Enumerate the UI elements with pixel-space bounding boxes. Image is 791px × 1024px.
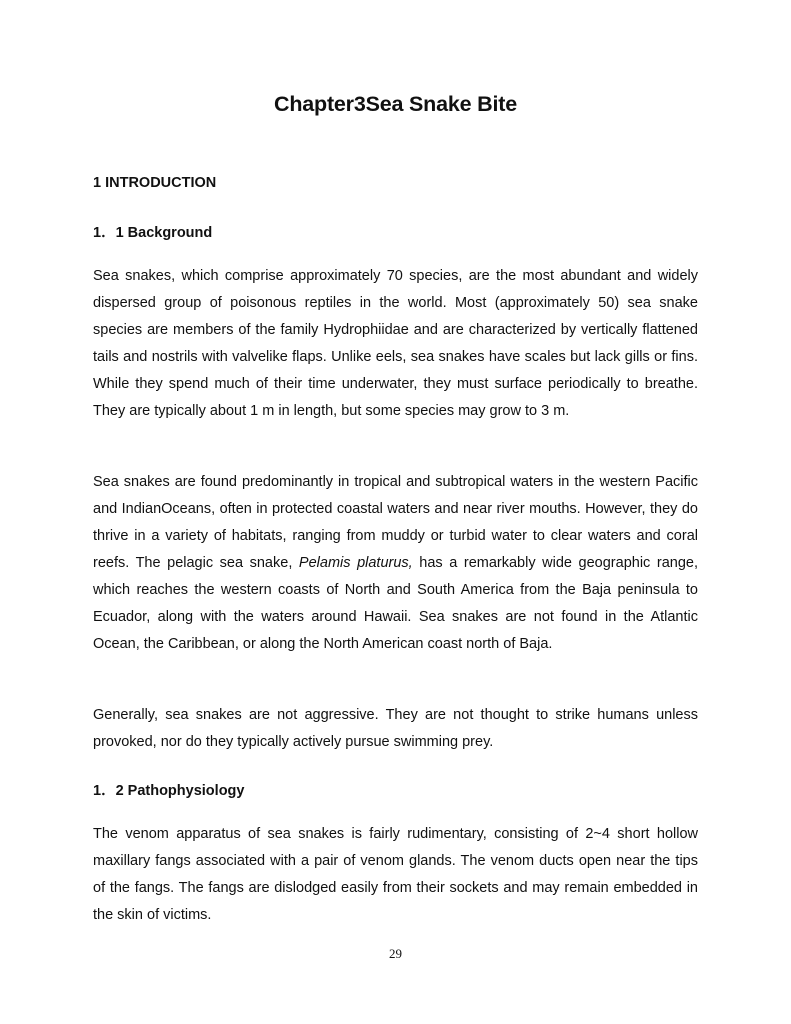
species-name-italic: Pelamis platurus, [298,555,413,571]
section-heading-introduction: 1 INTRODUCTION [93,175,217,191]
paragraph-venom-apparatus: The venom apparatus of sea snakes is fairly rudimentary, consisting of 2~4 short hollow maxillary fangs associated with a pair of venom glands. The venom ducts open near the tips of the fangs. The fangs are dislodged easily from their sockets and may remain embedded in the skin of victims. [93,826,698,923]
subsection-heading-pathophysiology: 1．2 Pathophysiology [93,783,245,799]
chapter-title: Chapter3Sea Snake Bite [274,92,517,116]
page-number: 29 [389,946,402,961]
paragraph-behavior: Generally, sea snakes are not aggressive. They are not thought to strike humans unless provoked, nor do they typically actively pursue swimming prey. [93,707,698,750]
paragraph-habitat-text-end: has a remarkably wide geographic range, which reaches the western coasts of North and South America from the Baja peninsula to Ecuador, along with the waters around Hawaii. Sea snakes are not found in the Atlantic Ocean, the Caribbean, or along the North American coast north of Baja. [93,555,698,652]
paragraph-habitat [93,469,698,658]
paragraph-species-overview: Sea snakes, which comprise approximately 70 species, are the most abundant and widely dispersed group of poisonous reptiles in the world. Most (approximately 50) sea snake species are members of the family Hydrophiidae and are characterized by vertically flattened tails and nostrils with valvelike flaps. Unlike eels, sea snakes have scales but lack gills or fins. While they spend much of their time underwater, they must surface periodically to breathe. They are typically about 1 m in length, but some species may grow to 3 m. [93,268,698,419]
subsection-heading-background: 1．1 Background [93,225,213,241]
paragraph-habitat-text-start: Sea snakes are found predominantly in tropical and subtropical waters in the western Pacific and IndianOceans, often in protected coastal waters and near river mouths. However, they do thrive in a variety of habitats, ranging from muddy or turbid water to clear waters and coral reefs. The pelagic sea snake, [93,474,698,571]
